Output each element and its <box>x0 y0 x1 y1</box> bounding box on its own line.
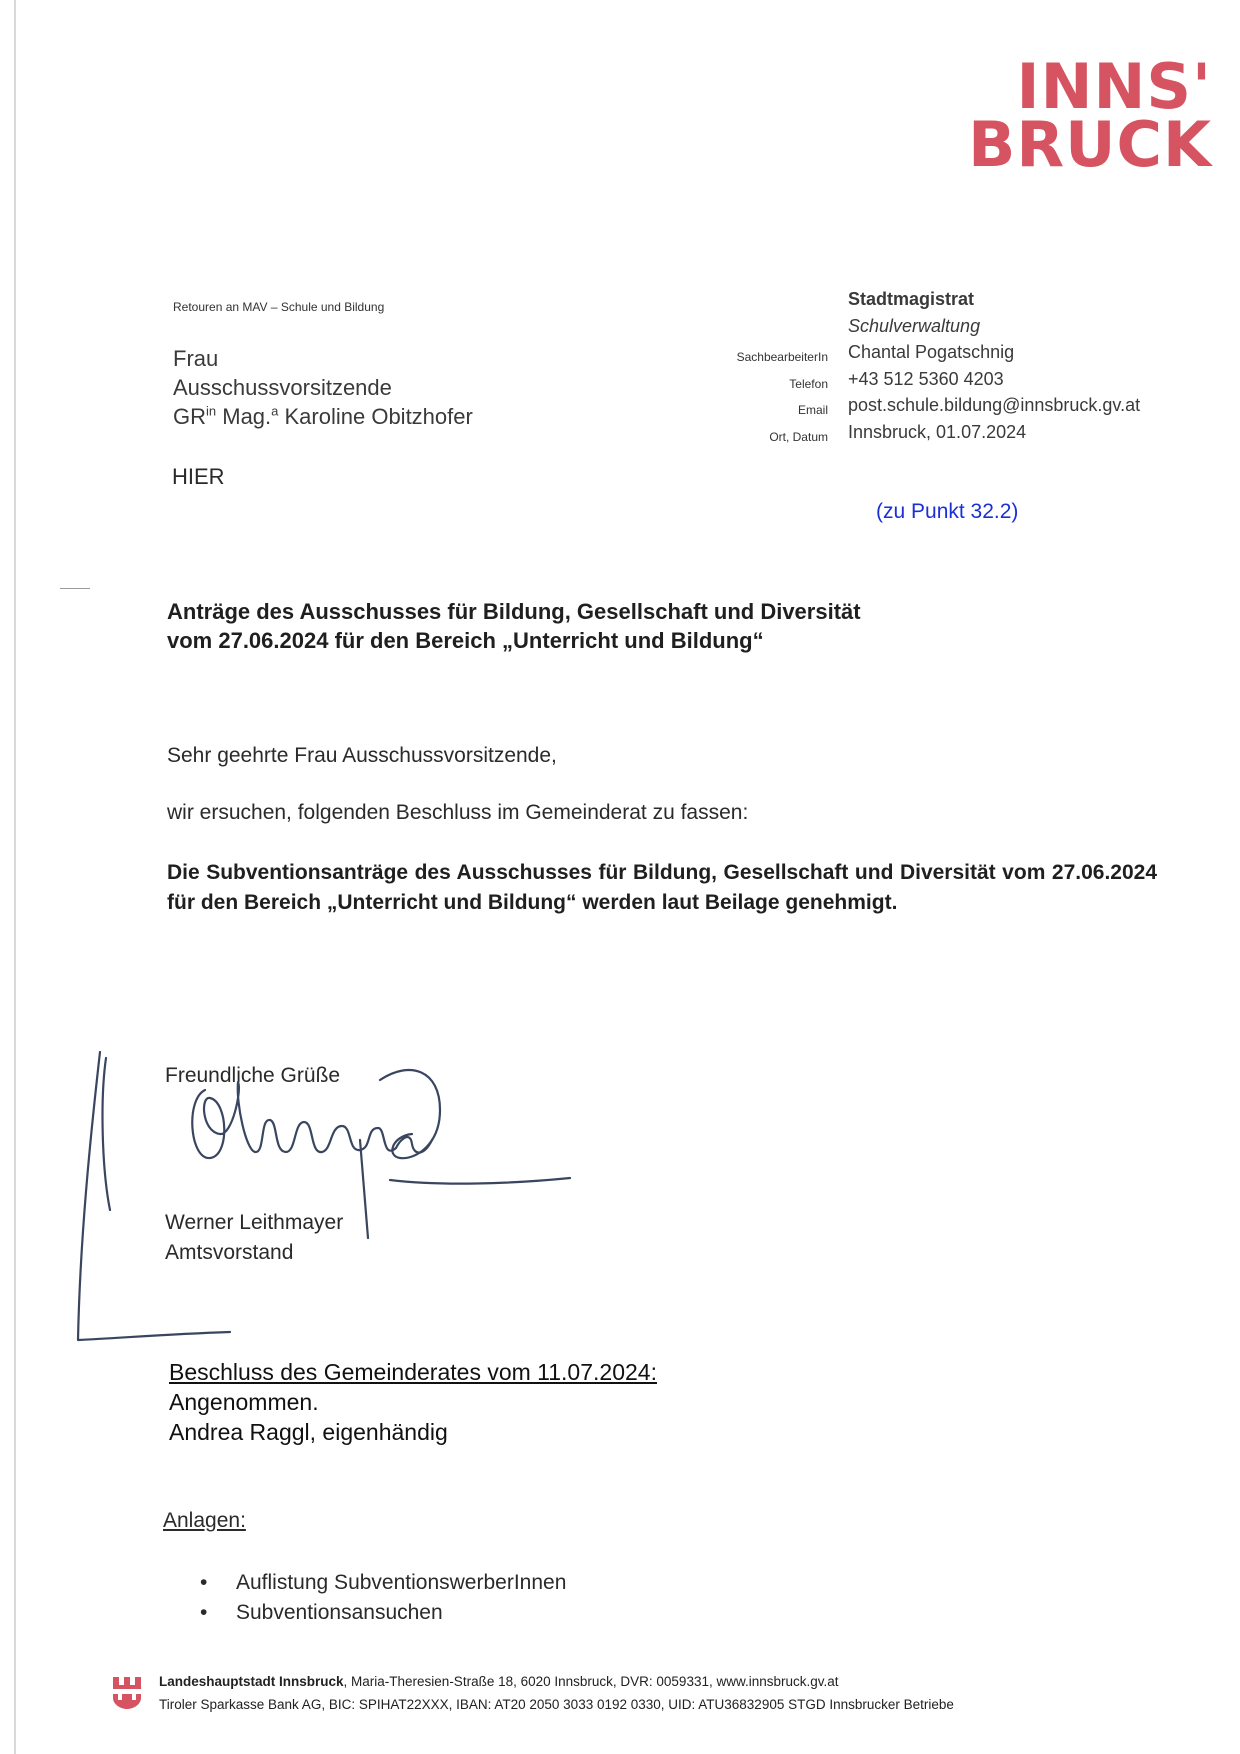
greeting: Sehr geehrte Frau Ausschussvorsitzende, <box>167 744 557 767</box>
sender-block <box>848 286 1140 445</box>
footer <box>159 1670 954 1716</box>
sender-email: post.schule.bildung@innsbruck.gv.at <box>848 395 1141 415</box>
sender-clerk: Chantal Pogatschnig <box>848 342 1015 362</box>
label-place-date: Ort, Datum <box>769 429 828 444</box>
subject-line-2: vom 27.06.2024 für den Bereich „Unterricht und Bildung“ <box>167 628 764 653</box>
innsbruck-logo <box>952 50 1212 181</box>
recipient-title-sup2: a <box>271 403 279 419</box>
label-email: Email <box>797 403 828 417</box>
innsbruck-crest-icon <box>112 1676 142 1710</box>
hier-label: HIER <box>172 464 225 489</box>
recipient-name-line <box>173 402 473 431</box>
recipient-block <box>173 344 473 431</box>
footer-line-1 <box>159 1670 954 1693</box>
attachment-item: • Subventionsansuchen <box>196 1598 566 1628</box>
attachments-title: Anlagen: <box>163 1509 246 1532</box>
subject <box>167 597 861 655</box>
handwritten-signature <box>60 1040 660 1360</box>
label-clerk: SachbearbeiterIn <box>736 350 828 364</box>
signer-name: Werner Leithmayer <box>165 1211 344 1234</box>
sender-phone: +43 512 5360 4203 <box>848 368 1004 389</box>
sender-labels <box>700 344 828 450</box>
sender-org: Stadtmagistrat <box>848 289 975 309</box>
request-text: wir ersuchen, folgenden Beschluss im Gemeinderat zu fassen: <box>167 801 749 824</box>
recipient-title-sup: in <box>206 403 217 419</box>
closing: Freundliche Grüße <box>165 1064 341 1087</box>
scan-edge-line <box>14 0 16 1754</box>
logo-line-1: INNS' <box>1016 50 1212 123</box>
subject-line-1: Anträge des Ausschusses für Bildung, Gesellschaft und Diversität <box>167 599 861 624</box>
attachment-item: • Auflistung SubventionswerberInnen <box>196 1568 566 1598</box>
recipient-name: Karoline Obitzhofer <box>278 404 473 429</box>
return-address: Retouren an MAV – Schule und Bildung <box>173 300 385 314</box>
signer-role: Amtsvorstand <box>165 1241 294 1264</box>
footer-address: , Maria-Theresien-Straße 18, 6020 Innsbruck, DVR: 0059331, www.innsbruck.gv.at <box>343 1674 839 1689</box>
sender-place-date: Innsbruck, 01.07.2024 <box>848 421 1027 442</box>
resolution-result: Angenommen. <box>169 1389 319 1415</box>
resolution-signed: Andrea Raggl, eigenhändig <box>169 1419 448 1445</box>
decision-text: Die Subventionsanträge des Ausschusses für Bildung, Gesellschaft und Diversität vom 27.06.2024 für den Bereich „Unterricht und Bildung“ werden laut Beilage genehmigt. <box>167 861 1157 914</box>
logo-line-2: BRUCK <box>968 108 1212 181</box>
recipient-title-prefix: GR <box>173 404 206 429</box>
label-phone: Telefon <box>789 376 828 391</box>
attachments-list <box>196 1568 566 1628</box>
recipient-role: Ausschussvorsitzende <box>173 375 392 400</box>
agenda-reference: (zu Punkt 32.2) <box>876 500 1019 523</box>
footer-org: Landeshauptstadt Innsbruck <box>159 1674 344 1689</box>
recipient-title-mid: Mag. <box>216 404 272 429</box>
signer-block <box>165 1208 343 1268</box>
resolution-title: Beschluss des Gemeinderates vom 11.07.2024: <box>169 1359 657 1385</box>
footer-line-2: Tiroler Sparkasse Bank AG, BIC: SPIHAT22XXX, IBAN: AT20 2050 3033 0192 0330, UID: ATU36832905 STGD Innsbrucker Betriebe <box>159 1697 954 1712</box>
sender-dept: Schulverwaltung <box>848 315 981 336</box>
recipient-salutation: Frau <box>173 346 219 371</box>
fold-mark <box>60 588 90 589</box>
council-resolution <box>169 1357 657 1447</box>
